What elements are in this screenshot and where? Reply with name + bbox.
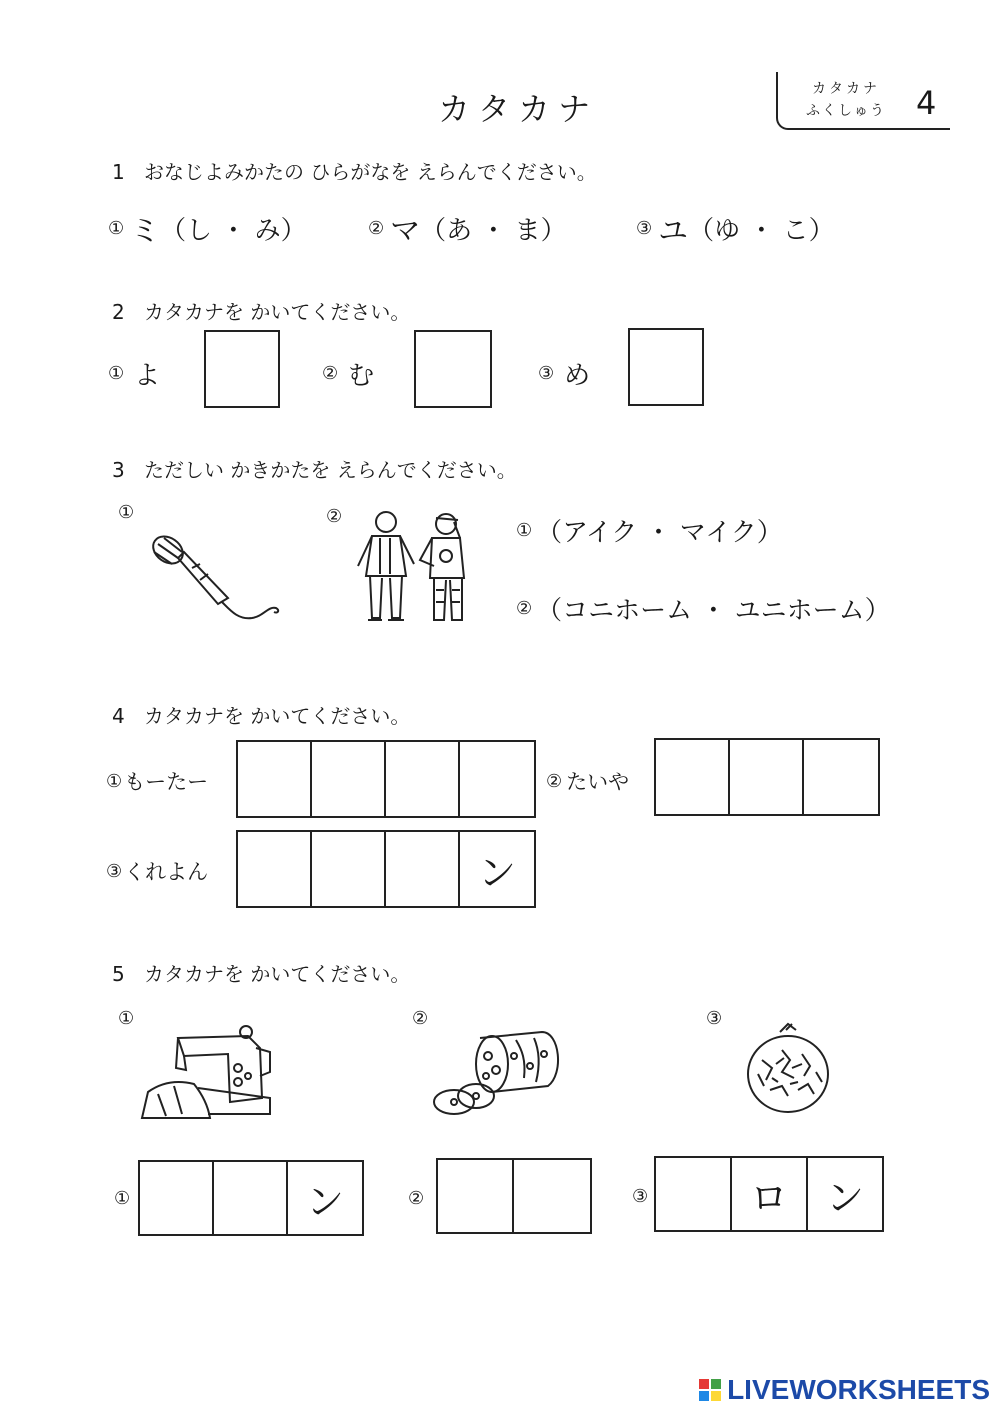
answer-cell[interactable] xyxy=(214,1162,288,1234)
logo-square xyxy=(711,1379,721,1389)
q2-answer-box-3[interactable] xyxy=(628,328,704,406)
q4-hiragana: たいや xyxy=(566,770,630,794)
badge-label-line1: カタカナ xyxy=(812,81,880,97)
q4-item-1 xyxy=(106,766,208,796)
q3-number: 3 xyxy=(112,458,125,482)
answer-cell[interactable] xyxy=(730,740,804,814)
uniform-players-illustration xyxy=(350,508,486,636)
q2-hiragana: む xyxy=(348,361,375,391)
answer-cell[interactable] xyxy=(238,832,312,906)
answer-cell[interactable] xyxy=(312,742,386,816)
liveworksheets-brand: LIVEWORKSHEETS xyxy=(727,1374,990,1405)
q5-answer-marker-3: ③ xyxy=(632,1186,649,1207)
q2-instruction: カタカナを かいてください。 xyxy=(144,300,411,324)
q5-answer-row-1 xyxy=(138,1160,364,1236)
logo-square xyxy=(711,1391,721,1401)
q5-picture-marker-3: ③ xyxy=(706,1008,723,1029)
q3-answer-1 xyxy=(516,512,783,549)
answer-cell[interactable] xyxy=(386,742,460,816)
q4-item-marker: ③ xyxy=(106,860,123,882)
sewing-machine-illustration xyxy=(138,1018,278,1124)
q5-answer-marker-2: ② xyxy=(408,1188,425,1209)
q2-hiragana: め xyxy=(564,361,591,391)
q4-item-marker: ① xyxy=(106,770,123,792)
q5-answer-row-3 xyxy=(654,1156,884,1232)
answer-cell[interactable] xyxy=(238,742,312,816)
salami-illustration xyxy=(430,1026,566,1120)
q2-item-marker: ③ xyxy=(538,363,555,384)
melon-illustration xyxy=(742,1020,834,1116)
q4-item-marker: ② xyxy=(546,770,563,792)
q2-item-marker: ① xyxy=(108,363,125,384)
q3-picture-marker-1: ① xyxy=(118,502,135,523)
q5-answer-row-2 xyxy=(436,1158,592,1234)
q1-choices[interactable]: （あ ・ ま） xyxy=(420,215,567,246)
q3-answer-marker: ① xyxy=(516,520,533,541)
microphone-illustration xyxy=(148,528,284,628)
q1-number: 1 xyxy=(112,160,125,184)
q1-kana: マ xyxy=(390,214,421,249)
q2-number: 2 xyxy=(112,300,125,324)
q2-item-3 xyxy=(538,355,590,392)
q3-answer-choices[interactable]: （コニホーム ・ ユニホーム） xyxy=(536,596,891,626)
q3-heading xyxy=(112,454,517,483)
q1-kana: ユ xyxy=(658,214,689,249)
liveworksheets-logo-icon xyxy=(699,1379,721,1401)
answer-cell: ン xyxy=(825,1175,864,1220)
q1-item-marker: ③ xyxy=(636,217,653,239)
q2-hiragana: よ xyxy=(134,361,161,391)
q1-choices[interactable]: （ゆ ・ こ） xyxy=(688,215,835,246)
answer-cell[interactable] xyxy=(656,740,730,814)
q4-answer-row-1 xyxy=(236,740,536,818)
q4-hiragana: くれよん xyxy=(124,860,209,884)
q4-item-3 xyxy=(106,856,208,886)
q4-hiragana: もーたー xyxy=(124,770,209,794)
q3-answer-choices[interactable]: （アイク ・ マイク） xyxy=(536,518,783,548)
logo-square xyxy=(699,1379,709,1389)
answer-cell[interactable] xyxy=(656,1158,732,1230)
q5-number: 5 xyxy=(112,962,125,986)
q1-item-marker: ① xyxy=(108,217,125,239)
answer-cell[interactable] xyxy=(514,1160,590,1232)
q4-item-2 xyxy=(546,766,629,796)
q5-answer-marker-1: ① xyxy=(114,1188,131,1209)
q2-item-marker: ② xyxy=(322,363,339,384)
q3-answer-marker: ② xyxy=(516,598,533,619)
badge-number: 4 xyxy=(916,84,937,122)
answer-cell: ン xyxy=(305,1179,344,1224)
q1-heading xyxy=(112,156,597,185)
q4-answer-row-3 xyxy=(236,830,536,908)
answer-cell[interactable] xyxy=(804,740,878,814)
q2-heading xyxy=(112,296,410,325)
q1-item-marker: ② xyxy=(368,217,385,239)
badge-label-line2: ふくしゅう xyxy=(806,103,886,119)
answer-cell[interactable] xyxy=(460,742,534,816)
answer-cell[interactable] xyxy=(438,1160,514,1232)
q2-answer-box-2[interactable] xyxy=(414,330,492,408)
q1-instruction: おなじよみかたの ひらがなを えらんでください。 xyxy=(144,160,597,184)
q4-number: 4 xyxy=(112,704,125,728)
q5-instruction: カタカナを かいてください。 xyxy=(144,962,411,986)
q5-picture-marker-1: ① xyxy=(118,1008,135,1029)
q3-picture-marker-2: ② xyxy=(326,506,343,527)
answer-cell[interactable] xyxy=(312,832,386,906)
q5-picture-marker-2: ② xyxy=(412,1008,429,1029)
answer-cell: ン xyxy=(477,850,516,895)
page-title: カタカナ xyxy=(438,90,599,128)
q5-heading xyxy=(112,958,410,987)
q2-item-1 xyxy=(108,355,160,392)
q3-answer-2 xyxy=(516,590,891,627)
liveworksheets-watermark xyxy=(699,1374,990,1406)
q1-item-2 xyxy=(368,206,567,250)
q1-item-1 xyxy=(108,206,307,250)
answer-cell[interactable] xyxy=(386,832,460,906)
q4-instruction: カタカナを かいてください。 xyxy=(144,704,411,728)
q1-item-3 xyxy=(636,206,835,250)
answer-cell: ロ xyxy=(732,1158,808,1230)
q1-choices[interactable]: （し ・ み） xyxy=(160,215,307,246)
q2-item-2 xyxy=(322,355,374,392)
logo-square xyxy=(699,1391,709,1401)
q1-kana: ミ xyxy=(130,214,161,249)
q4-answer-row-2 xyxy=(654,738,880,816)
answer-cell[interactable] xyxy=(140,1162,214,1234)
q2-answer-box-1[interactable] xyxy=(204,330,280,408)
q3-instruction: ただしい かきかたを えらんでください。 xyxy=(144,458,517,482)
q4-heading xyxy=(112,700,410,729)
